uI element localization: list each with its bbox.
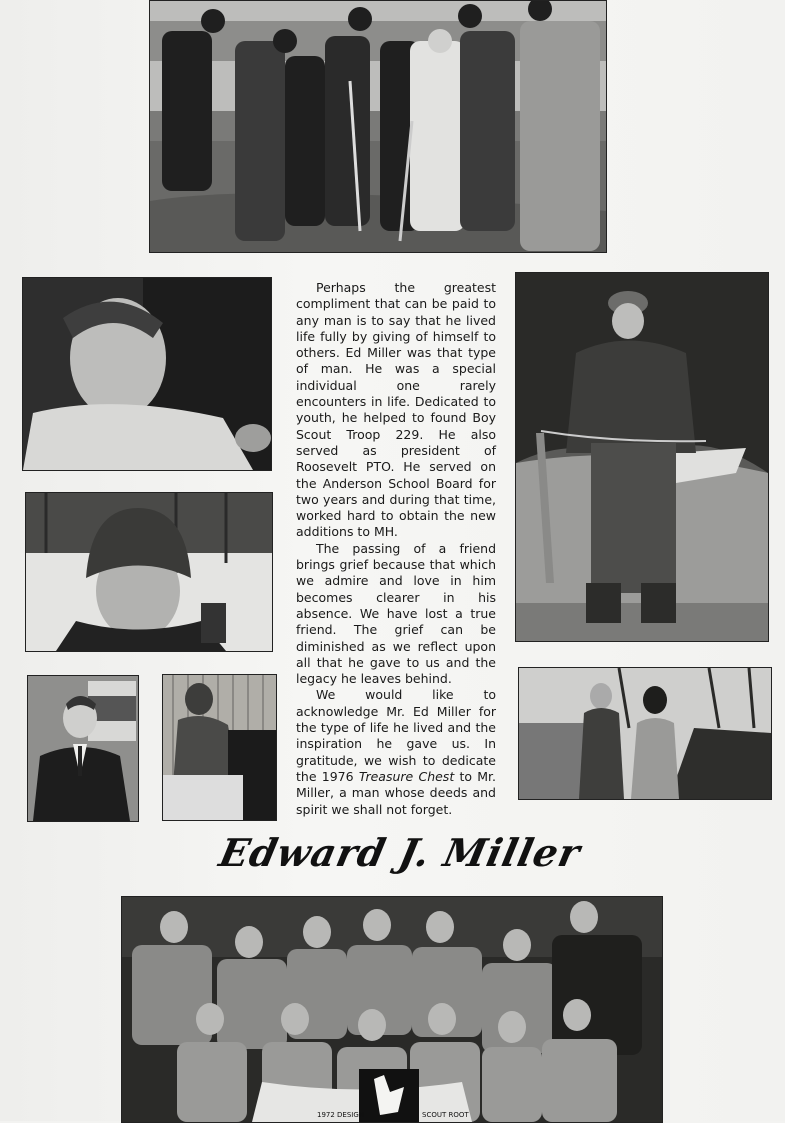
yearbook-title: Treasure Chest — [358, 768, 455, 784]
couple-outdoors-photo — [518, 667, 772, 800]
dedication-paragraph-2: The passing of a friend brings grief because that which we admire and love in him becomes clearer in his absence. We have lost a true friend. The grief can be diminished as we reflect upon all that he gave to us and the legacy he leaves behind. — [296, 540, 496, 687]
dedication-paragraph-3 — [296, 687, 496, 817]
banner-left-text: 1972 DESIGN — [317, 1111, 365, 1119]
dedication-text — [296, 280, 496, 818]
boy-knit-cap-photo — [25, 492, 273, 652]
signature: Edward J. Miller — [215, 830, 585, 875]
dedication-paragraph-1: Perhaps the greatest compliment that can be paid to any man is to say that he lived life fully by giving of himself to others. Ed Miller was that type of man. He was a special individual one rarely encounters in life. Dedicated to youth, he helped to found Boy Scout Troop 229. He also served as president of Roosevelt PTO. He served on the Anderson School Board for two years and during that time, worked hard to obtain the new additions to MH. — [296, 280, 496, 540]
groundbreaking-photo — [149, 0, 607, 253]
dedication-paragraph-3-start: We would like to acknowledge Mr. Ed Miller for the type of life he lived and the inspiration he gave us. In gratitude, we wish to dedicate the 1976 — [296, 687, 496, 784]
banner-right-text: SCOUT ROOT — [422, 1111, 469, 1119]
dedication-paragraph-3-end: to Mr. Miller, a man whose deeds and spirit we shall not forget. — [296, 768, 497, 817]
portrait-sweater-photo — [22, 277, 272, 471]
seated-at-desk-photo — [162, 674, 277, 821]
scout-troop-group-photo — [121, 896, 663, 1123]
fisherman-with-fish-photo — [515, 272, 769, 642]
suit-portrait-photo — [27, 675, 139, 822]
